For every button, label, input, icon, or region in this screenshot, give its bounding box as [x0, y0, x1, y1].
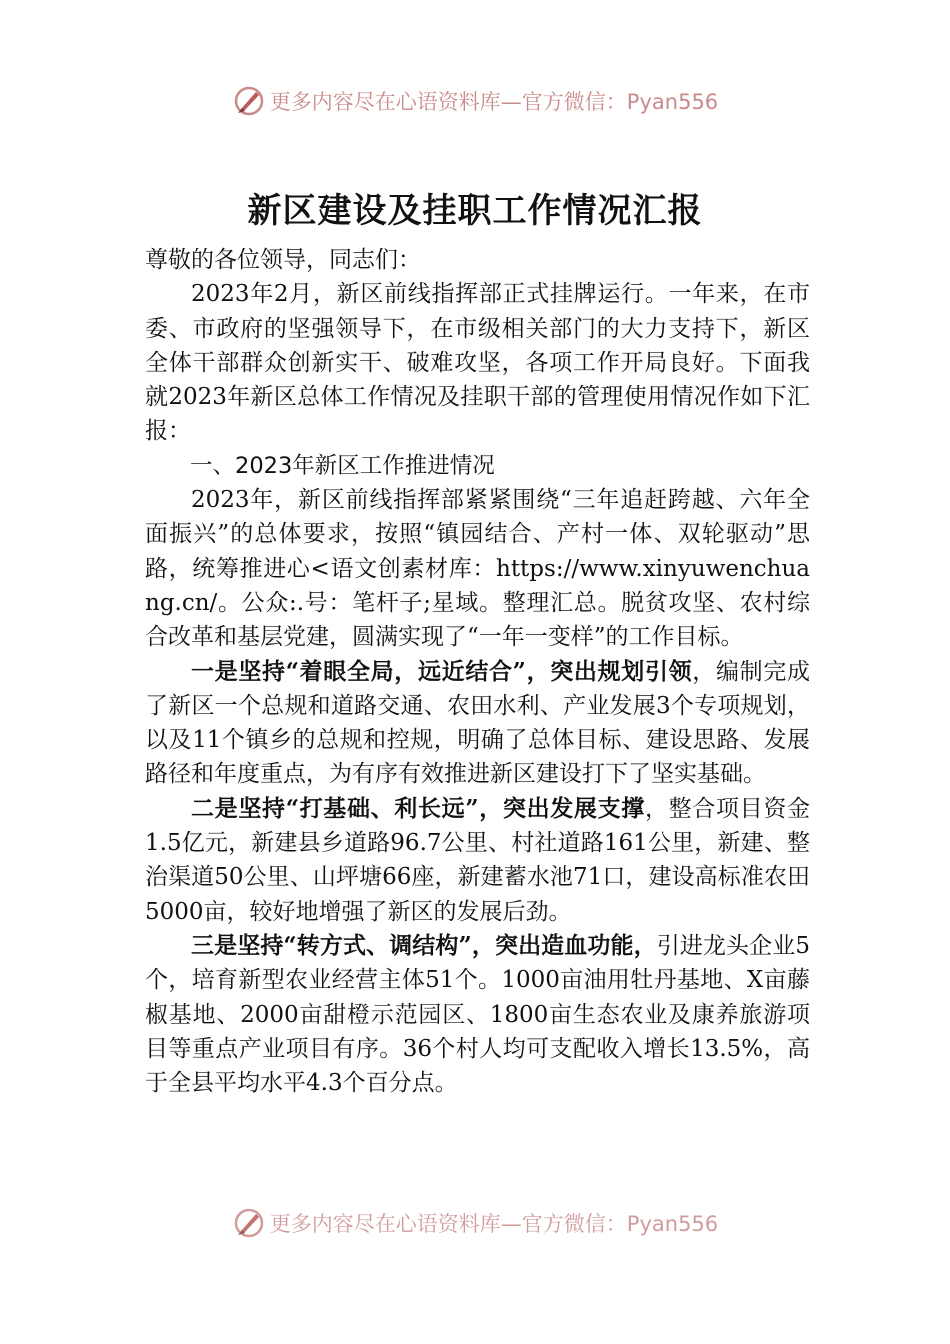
paragraph-text: 。公众:.号：笔杆子;星域。整理汇总。脱贫攻坚、农村综合改革和基层党建，圆满实现了“一年一变样”的工作目标。: [145, 589, 810, 651]
point-body: ，编制完成了新区一个总规和道路交通、农田水利、产业发展3个专项规划，以及11个镇乡的总规和控规，明确了总体目标、建设思路、发展路径和年度重点，为有序有效推进新区建设打下了坚实基础。: [145, 658, 810, 788]
document-title: 新区建设及挂职工作情况汇报: [247, 191, 703, 231]
pen-logo-icon: [232, 84, 266, 118]
intro-paragraph: 2023年2月，新区前线指挥部正式挂牌运行。一年来，在市委、市政府的坚强领导下，在市级相关部门的大力支持下，新区全体干部群众创新实干、破难攻坚，各项工作开局良好。下面我就2023年新区总体工作情况及挂职干部的管理使用情况作如下汇报：: [145, 281, 810, 445]
point-paragraph-2: [145, 792, 810, 929]
section-paragraph: [145, 483, 810, 654]
watermark-text: 更多内容尽在心语资料库—官方微信：Pyan556: [269, 90, 719, 114]
document-body: [145, 243, 810, 1100]
source-url-link[interactable]: https://www.xinyuwenchuang.cn/: [145, 555, 810, 616]
section-heading: 一、2023年新区工作推进情况: [190, 452, 495, 479]
point-lead: 一是坚持“着眼全局，远近结合”，突出规划引领: [191, 657, 693, 685]
header-watermark: [0, 84, 950, 118]
point-body: 引进龙头企业5个，培育新型农业经营主体51个。1000亩油用牡丹基地、X亩藤椒基地、2000亩甜橙示范园区、1800亩生态农业及康养旅游项目等重点产业项目有序。36个村人均可支配收入增长13.5%，高于全县平均水平4.3个百分点。: [145, 932, 810, 1097]
watermark-text: 更多内容尽在心语资料库—官方微信：Pyan556: [269, 1212, 719, 1236]
point-lead: 二是坚持“打基础、利长远”，突出发展支撑: [191, 794, 645, 822]
footer-watermark: [0, 1206, 950, 1240]
paragraph-text: 2023年，新区前线指挥部紧紧围绕“三年追赶跨越、六年全面振兴”的总体要求，按照“镇园结合、产村一体、双轮驱动”思路，统筹推进心<语文创素材库：: [145, 487, 810, 582]
point-lead: 三是坚持“转方式、调结构”，突出造血功能，: [191, 931, 657, 959]
salutation: 尊敬的各位领导，同志们：: [145, 247, 421, 273]
point-paragraph-1: [145, 655, 810, 792]
point-paragraph-3: [145, 929, 810, 1100]
pen-logo-icon: [232, 1206, 266, 1240]
point-body: ，整合项目资金1.5亿元，新建县乡道路96.7公里、村社道路161公里，新建、整治渠道50公里、山坪塘66座，新建蓄水池71口，建设高标准农田5000亩，较好地增强了新区的发展后劲。: [145, 795, 810, 925]
